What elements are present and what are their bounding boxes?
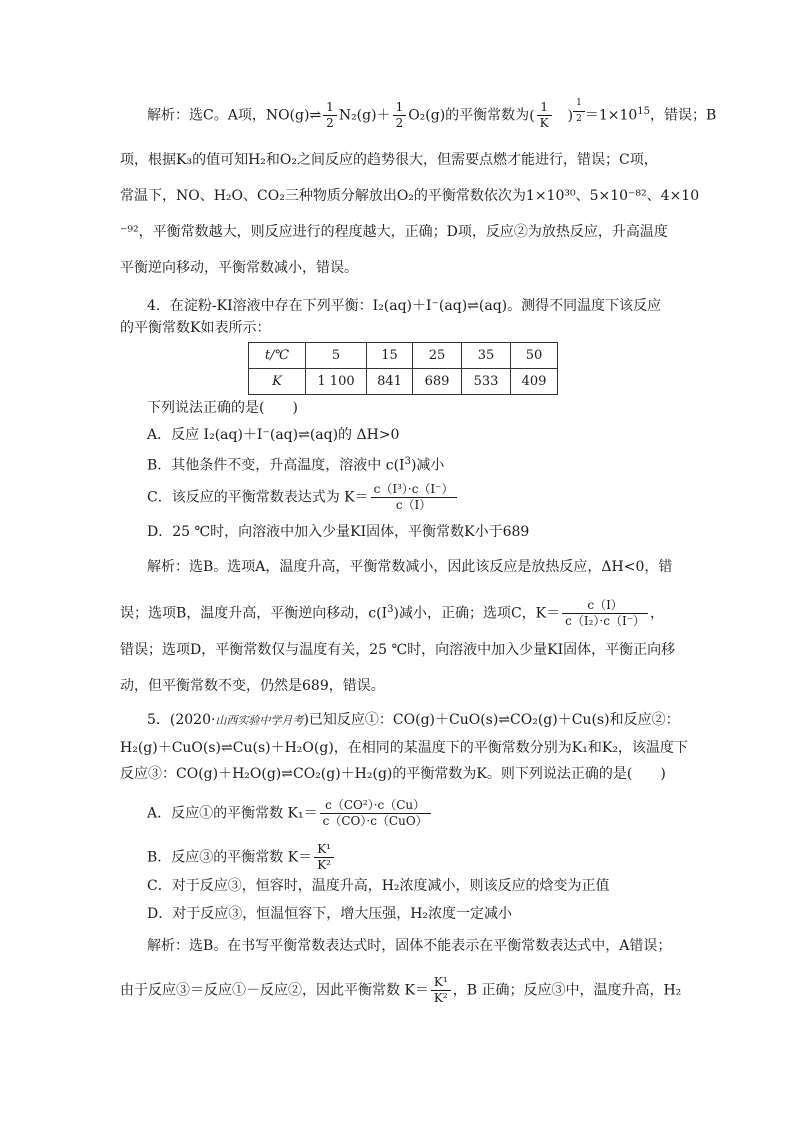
table-cell: 533 [462,369,511,395]
q5-option-b: B．反应③的平衡常数 K＝ $\frac{\text{K¹}}{\text{K²}}$ [147,842,336,873]
table-row [249,343,558,369]
analysis-line-3: 常温下，NO、H₂O、CO₂三种物质分解放出O₂的平衡常数依次为1×10³⁰、5×10⁻⁸²、4×10 [120,188,700,204]
q5-stem-3: 反应③：CO(g)＋H₂O(g)⇌CO₂(g)＋H₂(g)的平衡常数为K。则下列说法正确的是( ) [120,766,666,782]
q5-analysis-1: 解析：选B。在书写平衡常数表达式时，固体不能表示在平衡常数表达式中，A错误； [147,938,672,954]
table-cell: 689 [413,369,462,395]
q4-option-a: A．反应 I₂(aq)＋I⁻(aq)⇌(aq)的 ΔH>0 [147,427,400,443]
fraction-k1-expression: $\frac{\text{c（CO²）·c（Cu）}}{\text{c（CO）·c（CuO）}}$ [320,798,431,829]
table-header-temp: t/℃ [249,343,306,369]
q5-option-a: A．反应①的平衡常数 K₁＝ $\frac{\text{c（CO²）·c（Cu）}}{\text{c（CO）·c（CuO）}}$ [147,798,433,829]
q5-stem-1: 5．(2020·山西实验中学月考)已知反应①：CO(g)＋CuO(s)⇌CO₂(g)＋Cu(s)和反应②： [147,712,680,728]
q5-option-d: D．对于反应③，恒温恒容下，增大压强，H₂浓度一定减小 [147,906,513,922]
table-cell: 5 [306,343,367,369]
analysis-line-4: ⁻⁹²，平衡常数越大，则反应进行的程度越大，正确；D项，反应②为放热反应，升高温度 [120,224,668,240]
q4-analysis-2: 误；选项B，温度升高，平衡逆向移动，$c(I^3)$减小，正确；选项C，K＝ $\frac{c(I)}{\text{c（I₂）·c（I⁻）}}$ ， [120,598,665,628]
table-cell: 15 [367,343,413,369]
analysis-line-5: 平衡逆向移动，平衡常数减小，错误。 [120,260,358,276]
fraction-k-ratio: $\frac{\text{K¹}}{\text{K²}}$ [314,842,334,873]
q4-stem-2: 的平衡常数K如表所示： [120,320,271,336]
table-row [249,369,558,395]
q5-analysis-2: 由于反应③＝反应①－反应②，因此平衡常数 K＝ $\frac{\text{K¹}}{\text{K²}}$ ，B 正确；反应③中，温度升高，H₂ [120,975,682,1005]
fraction-k-expression: $\frac{c(I)}{\text{c（I₂）·c（I⁻）}}$ [562,598,648,629]
q4-option-d: D．25 ℃时，向溶液中加入少量KI固体，平衡常数K小于689 [147,524,530,540]
q4-option-b: B．其他条件不变，升高温度，溶液中 $c(I^3)$减小 [147,456,445,474]
equilibrium-constant-table [248,342,558,395]
source-tag: 山西实验中学月考 [215,714,304,727]
analysis-line-1: 解析：选C。A项，NO(g)⇌ $\frac{1}{2}$ N₂(g)＋ $\frac{1}{2}$ O₂(g)的平衡常数为( $\frac{1}{K}$ ) $^{\frac{1}{2}}$ $=1\times 10^{15}$，错误；B [147,98,717,131]
q5-option-c: C．对于反应③，恒容时，温度升高，H₂浓度减小，则该反应的焓变为正值 [147,878,610,894]
table-header-k: K [249,369,306,395]
table-cell: 35 [462,343,511,369]
q4-analysis-3: 错误；选项D，平衡常数仅与温度有关，25 ℃时，向溶液中加入少量KI固体，平衡正向移 [120,642,676,658]
fraction-k-expression: $\frac{\text{c（I³）·c（I⁻）}}{c(I)}$ [371,482,457,513]
q4-stem-1: 4．在淀粉-KI溶液中存在下列平衡：I₂(aq)＋I⁻(aq)⇌(aq)。测得不同温度下该反应 [147,298,662,314]
fraction-k-ratio: $\frac{\text{K¹}}{\text{K²}}$ [431,975,451,1006]
analysis-line-2: 项，根据K₃的值可知H₂和O₂之间反应的趋势很大，但需要点燃才能进行，错误；C项， [120,152,658,168]
q4-ask: 下列说法正确的是( ) [147,400,298,416]
table-cell: 409 [511,369,558,395]
q4-analysis-4: 动，但平衡常数不变，仍然是689，错误。 [120,678,385,694]
fraction-half: $\frac{1}{2}$ [323,100,337,131]
q5-stem-2: H₂(g)＋CuO(s)⇌Cu(s)＋H₂O(g)，在相同的某温度下的平衡常数分别为K₁和K₂，该温度下 [120,740,688,756]
table-cell: 841 [367,369,413,395]
table-cell: 25 [413,343,462,369]
q4-option-c: C．该反应的平衡常数表达式为 K＝ $\frac{\text{c（I³）·c（I⁻）}}{c(I)}$ [147,482,459,513]
table-cell: 50 [511,343,558,369]
table-cell: 1 100 [306,369,367,395]
paren-expr: ( $\frac{1}{K}$ ) $^{\frac{1}{2}}$ [529,108,585,124]
q4-analysis-1: 解析：选B。选项A，温度升高，平衡常数减小，因此该反应是放热反应，ΔH<0，错 [147,559,673,575]
fraction-half: $\frac{1}{2}$ [393,100,407,131]
